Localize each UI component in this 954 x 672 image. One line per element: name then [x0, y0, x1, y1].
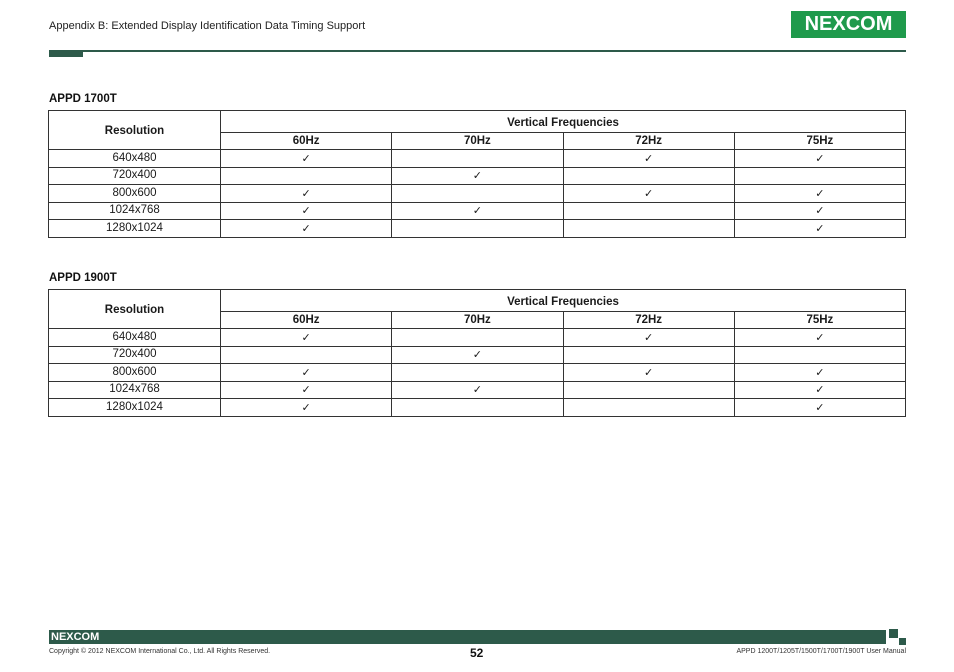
footer-bar — [49, 630, 886, 644]
table-row — [49, 167, 906, 185]
frequency-header: 72Hz — [563, 312, 734, 329]
check-icon: ✓ — [734, 399, 905, 417]
frequency-header: 75Hz — [734, 133, 905, 150]
vertical-frequencies-header: Vertical Frequencies — [221, 111, 906, 133]
check-icon: ✓ — [734, 150, 905, 168]
check-icon — [563, 167, 734, 185]
resolution-cell: 1024x768 — [49, 381, 221, 399]
check-icon: ✓ — [221, 220, 392, 238]
resolution-cell: 1024x768 — [49, 202, 221, 220]
check-icon: ✓ — [734, 329, 905, 347]
resolution-cell: 720x400 — [49, 346, 221, 364]
section-title-1900t: APPD 1900T — [49, 272, 117, 284]
check-icon — [221, 346, 392, 364]
table-row — [49, 381, 906, 399]
check-icon: ✓ — [221, 329, 392, 347]
copyright-text: Copyright © 2012 NEXCOM International Co., Ltd. All Rights Reserved. — [49, 648, 271, 655]
check-icon: ✓ — [734, 220, 905, 238]
check-icon: ✓ — [563, 329, 734, 347]
frequency-header: 70Hz — [392, 312, 563, 329]
resolution-cell: 800x600 — [49, 364, 221, 382]
check-icon — [563, 220, 734, 238]
frequency-header: 70Hz — [392, 133, 563, 150]
footer-accent-square — [899, 638, 906, 645]
check-icon: ✓ — [734, 185, 905, 203]
check-icon — [563, 399, 734, 417]
frequency-table-1900t — [48, 289, 906, 417]
frequency-header: 60Hz — [221, 133, 392, 150]
table-row — [49, 399, 906, 417]
check-icon — [392, 150, 563, 168]
check-icon — [563, 381, 734, 399]
check-icon: ✓ — [734, 381, 905, 399]
resolution-cell: 1280x1024 — [49, 399, 221, 417]
check-icon: ✓ — [734, 364, 905, 382]
check-icon: ✓ — [392, 202, 563, 220]
table-header-row — [49, 290, 906, 312]
table-row — [49, 346, 906, 364]
check-icon — [392, 399, 563, 417]
check-icon: ✓ — [221, 381, 392, 399]
check-icon: ✓ — [563, 364, 734, 382]
resolution-header: Resolution — [49, 111, 221, 150]
page-number: 52 — [470, 646, 484, 660]
check-icon — [563, 346, 734, 364]
check-icon: ✓ — [392, 346, 563, 364]
check-icon: ✓ — [563, 150, 734, 168]
table-row — [49, 329, 906, 347]
table-row — [49, 364, 906, 382]
check-icon: ✓ — [221, 202, 392, 220]
check-icon: ✓ — [221, 185, 392, 203]
check-icon — [392, 364, 563, 382]
resolution-header: Resolution — [49, 290, 221, 329]
check-icon — [392, 220, 563, 238]
resolution-cell: 640x480 — [49, 150, 221, 168]
frequency-header: 60Hz — [221, 312, 392, 329]
header-divider — [49, 50, 906, 52]
footer-logo: NEXCOM — [51, 631, 100, 643]
frequency-header: 75Hz — [734, 312, 905, 329]
table-row — [49, 202, 906, 220]
table-row — [49, 150, 906, 168]
check-icon: ✓ — [221, 364, 392, 382]
logo-text: NEXCOM — [804, 13, 893, 35]
manual-title: APPD 1200T/1205T/1500T/1700T/1900T User Manual — [736, 648, 906, 655]
resolution-cell: 640x480 — [49, 329, 221, 347]
check-icon: ✓ — [734, 202, 905, 220]
footer-accent-square — [889, 629, 898, 638]
resolution-cell: 800x600 — [49, 185, 221, 203]
table-header-row — [49, 111, 906, 133]
check-icon — [734, 346, 905, 364]
check-icon — [734, 167, 905, 185]
check-icon: ✓ — [563, 185, 734, 203]
resolution-cell: 720x400 — [49, 167, 221, 185]
header-accent-block — [49, 50, 83, 57]
header-title: Appendix B: Extended Display Identification Data Timing Support — [49, 20, 366, 32]
vertical-frequencies-header: Vertical Frequencies — [221, 290, 906, 312]
check-icon: ✓ — [392, 167, 563, 185]
check-icon — [221, 167, 392, 185]
table-row — [49, 185, 906, 203]
check-icon: ✓ — [392, 381, 563, 399]
check-icon: ✓ — [221, 399, 392, 417]
check-icon: ✓ — [221, 150, 392, 168]
check-icon — [392, 329, 563, 347]
frequency-table-1700t — [48, 110, 906, 238]
check-icon — [563, 202, 734, 220]
section-title-1700t: APPD 1700T — [49, 93, 117, 105]
check-icon — [392, 185, 563, 203]
resolution-cell: 1280x1024 — [49, 220, 221, 238]
nexcom-logo — [791, 11, 906, 38]
table-row — [49, 220, 906, 238]
frequency-header: 72Hz — [563, 133, 734, 150]
